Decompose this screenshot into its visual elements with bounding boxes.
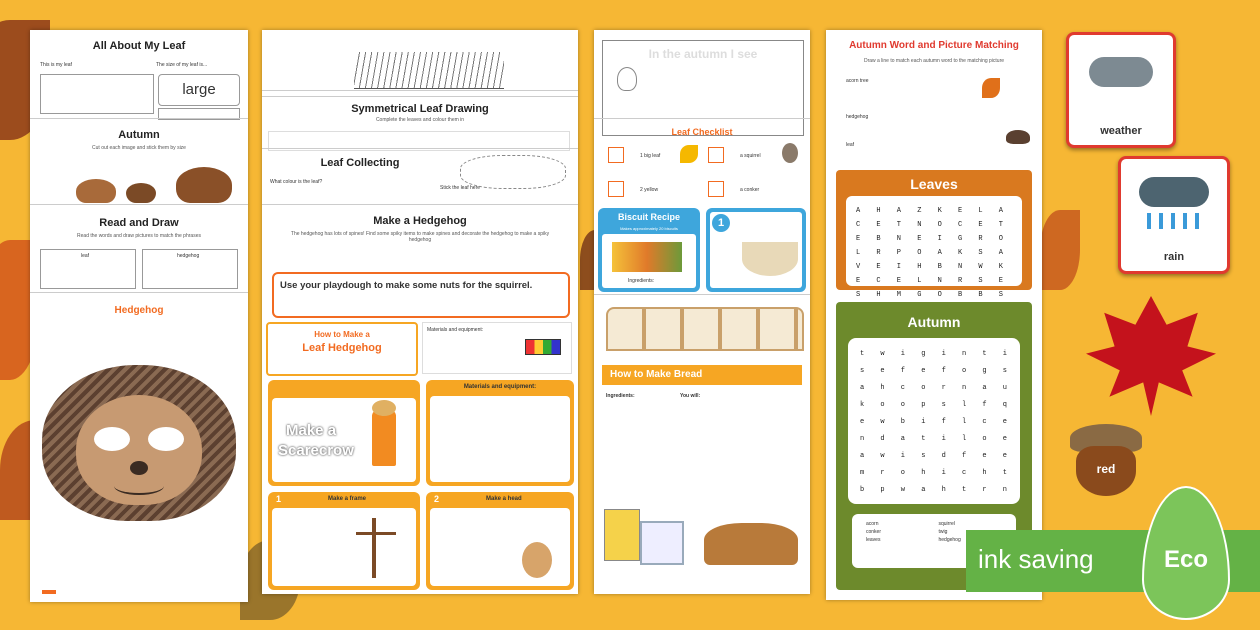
eco-label: Eco [1163, 546, 1208, 573]
draw-box-label: hedgehog [177, 253, 200, 259]
leaves-sketch-icon [460, 155, 566, 189]
grid-row: t w i g i n t i [860, 350, 1014, 358]
hedgehog-mask-icon [42, 365, 236, 521]
autumn-title: Autumn [118, 129, 160, 141]
materials-label: Materials and equipment: [427, 327, 484, 333]
hedgehog-subtitle: The hedgehog has lots of spines! Find some spiky items to make spines and decorate the hedgehog to make a spiky hedgehog [290, 231, 550, 243]
autumn-ws-title: Autumn [907, 314, 961, 330]
match-word: acorn tree [846, 78, 869, 84]
grid-row: L R P O A K S A [856, 249, 1010, 257]
acorn-icon [126, 183, 156, 203]
draw-box-label: leaf [81, 253, 90, 259]
measuring-jug-icon [640, 521, 684, 565]
leaves-title: Leaves [910, 176, 958, 192]
grid-row: s e f e f o g s [860, 367, 1014, 375]
howto-line-1: How to Make a [314, 330, 370, 339]
bush-drawing-icon [354, 52, 504, 89]
rain-card[interactable] [1118, 156, 1230, 274]
playdough-card [272, 272, 570, 318]
twinkl-logo [42, 590, 56, 594]
match-word: leaf [846, 142, 855, 148]
flour-bag-icon [604, 509, 640, 561]
leaves-letter-grid [856, 204, 1009, 316]
step-2-card [426, 492, 574, 590]
matching-title: Autumn Word and Picture Matching [849, 40, 1019, 51]
grid-row: S H M G O B B S [856, 291, 1010, 299]
step-badge: 1 [712, 214, 730, 232]
grid-row: a h c o r n a u [860, 384, 1014, 392]
playdough-text: Use your playdough to make some nuts for the squirrel. [280, 280, 533, 291]
grid-row: m r o h i c h t [860, 469, 1014, 477]
scarecrow-icon [372, 410, 396, 466]
bread-title-banner [602, 365, 802, 385]
read-draw-subtitle: Read the words and draw pictures to match the phrases [77, 233, 201, 239]
match-word: hedgehog [846, 114, 869, 120]
collect-question: What colour is the leaf? [270, 179, 323, 185]
worksheet-leaf-activities[interactable] [262, 30, 578, 594]
raindrops-icon [1147, 213, 1203, 229]
leaf-box [40, 74, 154, 114]
bread-loaf-icon [704, 523, 798, 565]
acorn-card[interactable] [1066, 424, 1146, 498]
autumn-letter-grid [860, 346, 1013, 499]
checklist-title: Leaf Checklist [671, 127, 733, 137]
draw-box-a [40, 249, 136, 289]
howto-line-2: Leaf Hedgehog [302, 342, 382, 354]
red-maple-leaf-icon [1086, 296, 1216, 416]
sheet-title: All About My Leaf [92, 40, 186, 52]
size-word: large [182, 81, 216, 98]
word-list-item: conker [866, 529, 882, 535]
storm-cloud-icon [1089, 57, 1153, 87]
mask-nose [130, 461, 148, 475]
eco-leaf-icon [1142, 486, 1230, 620]
draw-box-b [142, 249, 238, 289]
mixing-bowl-icon [742, 242, 798, 276]
matching-subtitle: Draw a line to match each autumn word to the matching picture [863, 58, 1005, 64]
word-list-item: twig [938, 529, 948, 535]
checklist-item: 2 yellow [640, 187, 659, 193]
symmetrical-title: Symmetrical Leaf Drawing [351, 103, 489, 115]
read-draw-title: Read and Draw [99, 217, 179, 229]
step-title: Make a head [486, 496, 522, 502]
biscuit-subtitle: Makes approximately 20 biscuits [620, 226, 678, 231]
collect-question-2: Stick the leaf here [440, 185, 481, 191]
step-number: 2 [434, 494, 440, 504]
acorn-icon [76, 179, 116, 203]
squirrel-icon [782, 143, 798, 163]
grid-row: k o o p s l f q [860, 401, 1014, 409]
bread-title: How to Make Bread [610, 369, 703, 380]
worksheet-word-search[interactable] [826, 30, 1042, 600]
scarecrow-line-1: Make a [286, 422, 337, 439]
grid-row: A H A Z K E L A [856, 207, 1010, 215]
autumn-subtitle: Cut out each image and stick them by size [92, 145, 186, 151]
checklist-item: a squirrel [740, 153, 761, 159]
background-leaf [1040, 210, 1080, 290]
ink-saving-label: ink saving [978, 544, 1094, 574]
bread-method: You will: [680, 393, 701, 399]
ingredients-icon [612, 242, 682, 272]
word-list-item: acorn [866, 521, 879, 527]
grid-row: a w i s d f e e [860, 452, 1014, 460]
autumn-see-title: In the autumn I see [648, 47, 758, 61]
grid-row: e w b i f l c e [860, 418, 1014, 426]
scarecrow-line-2: Scarecrow [278, 442, 354, 459]
biscuit-step-card [706, 208, 806, 292]
checkbox[interactable] [708, 147, 724, 163]
orange-leaf-icon [982, 78, 1000, 98]
checkbox[interactable] [708, 181, 724, 197]
card-label: weather [1100, 125, 1142, 137]
materials-box [422, 322, 572, 374]
biscuit-recipe-card [598, 208, 700, 292]
mask-mouth [114, 477, 164, 495]
mask-eye-left [94, 427, 130, 451]
yellow-leaf-icon [680, 145, 698, 163]
weather-card[interactable] [1066, 32, 1176, 148]
grid-row: V E I H B N W K [856, 263, 1010, 271]
worksheet-all-about-my-leaf[interactable] [30, 30, 248, 602]
step-number: 1 [276, 494, 282, 504]
checklist-item: 1 big leaf [640, 153, 661, 159]
worksheet-recipes[interactable] [594, 30, 810, 594]
paint-palette-icon [525, 339, 561, 355]
step-title: Make a frame [328, 496, 367, 502]
checklist-item: a conker [740, 187, 760, 193]
sack-head-icon [522, 542, 552, 578]
word-list-item: hedgehog [938, 537, 961, 543]
step-1-card [268, 492, 420, 590]
grid-row: b p w a h t r n [860, 486, 1014, 494]
card-label: red [1096, 462, 1116, 476]
materials-card-title: Materials and equipment: [463, 384, 537, 390]
materials-card [426, 380, 574, 486]
ingredients-label: Ingredients: [628, 278, 655, 284]
mask-eye-right [148, 427, 184, 451]
howto-leaf-hedgehog [266, 322, 418, 376]
hedgehog-title: Make a Hedgehog [373, 215, 467, 227]
symmetrical-subtitle: Complete the leaves and colour them in [375, 117, 465, 123]
checkbox[interactable] [608, 147, 624, 163]
checkbox[interactable] [608, 181, 624, 197]
mask-title: Hedgehog [114, 305, 164, 316]
grid-row: E B N E I G R O [856, 235, 1010, 243]
leaf-collecting-title: Leaf Collecting [320, 157, 400, 169]
rain-cloud-icon [1139, 177, 1209, 207]
leaves-wordsearch [836, 170, 1032, 299]
frame-cross-icon [372, 518, 376, 578]
size-label: The size of my leaf is... [156, 62, 208, 68]
biscuit-title: Biscuit Recipe [617, 212, 681, 222]
grid-row: n d a t i l o e [860, 435, 1014, 443]
bread-slices-icon [606, 307, 804, 351]
grid-row: C E T N O C E T [856, 221, 1010, 229]
acorn-outline-icon [617, 67, 637, 91]
word-list-item: leaves [866, 537, 881, 543]
leaf-label: This is my leaf [40, 62, 72, 68]
card-label: rain [1163, 251, 1185, 263]
word-list-item: squirrel [938, 521, 955, 527]
grid-row: E C E L N R S E [856, 277, 1010, 285]
hedgehog-icon [1006, 130, 1030, 144]
bread-ingredients: Ingredients: [606, 393, 635, 399]
scarecrow-card [268, 380, 420, 486]
size-box [158, 74, 240, 106]
acorn-icon [176, 167, 232, 203]
